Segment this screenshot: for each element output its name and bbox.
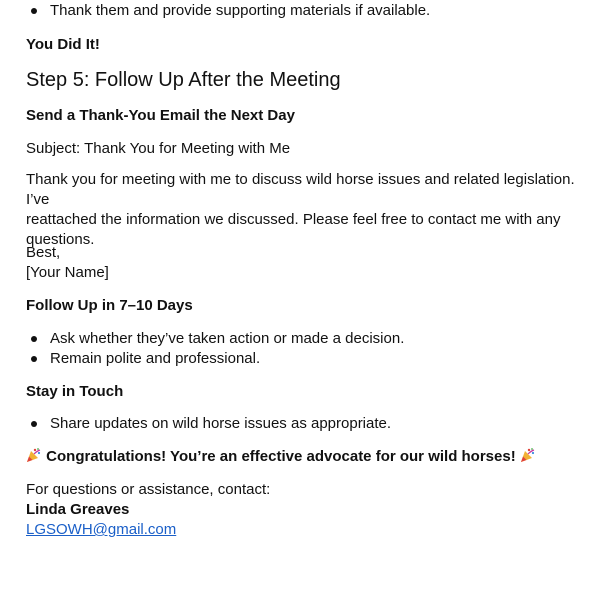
party-popper-icon [26,447,42,463]
congratulations-line [26,447,536,467]
congratulations-text: Congratulations! You’re an effective advocate for our wild horses! [46,448,516,465]
email-body-line: reattached the information we discussed. Please feel free to contact me with any [26,211,561,228]
stay-in-touch-heading: Stay in Touch [26,383,124,400]
stay-in-touch-list [26,414,391,434]
email-signoff [26,243,109,283]
follow-up-list [26,329,404,369]
thank-you-email-heading: Send a Thank-You Email the Next Day [26,107,295,124]
supporting-materials-list [26,1,430,21]
email-body-line: questions. [26,231,95,248]
email-subject-line: Subject: Thank You for Meeting with Me [26,140,291,157]
signoff-text: Best, [26,244,61,261]
contact-intro: For questions or assistance, contact: [26,481,271,498]
follow-up-heading: Follow Up in 7–10 Days [26,297,193,314]
contact-name: Linda Greaves [26,501,130,518]
list-item: Ask whether they’ve taken action or made a decision. [50,330,405,347]
name-placeholder: [Your Name] [26,264,109,281]
you-did-it-heading: You Did It! [26,36,100,53]
list-item: Remain polite and professional. [50,349,404,369]
email-body [26,170,586,250]
email-body-line: Thank you for meeting with me to discuss wild horse issues and related legislation. I’ve [26,171,575,208]
party-popper-icon [520,447,536,463]
list-item: Thank them and provide supporting materials if available. [50,2,431,19]
contact-email-link[interactable]: LGSOWH@gmail.com [26,521,177,538]
list-item: Share updates on wild horse issues as appropriate. [50,415,392,432]
step5-title: Step 5: Follow Up After the Meeting [26,69,341,91]
contact-block [26,480,270,540]
